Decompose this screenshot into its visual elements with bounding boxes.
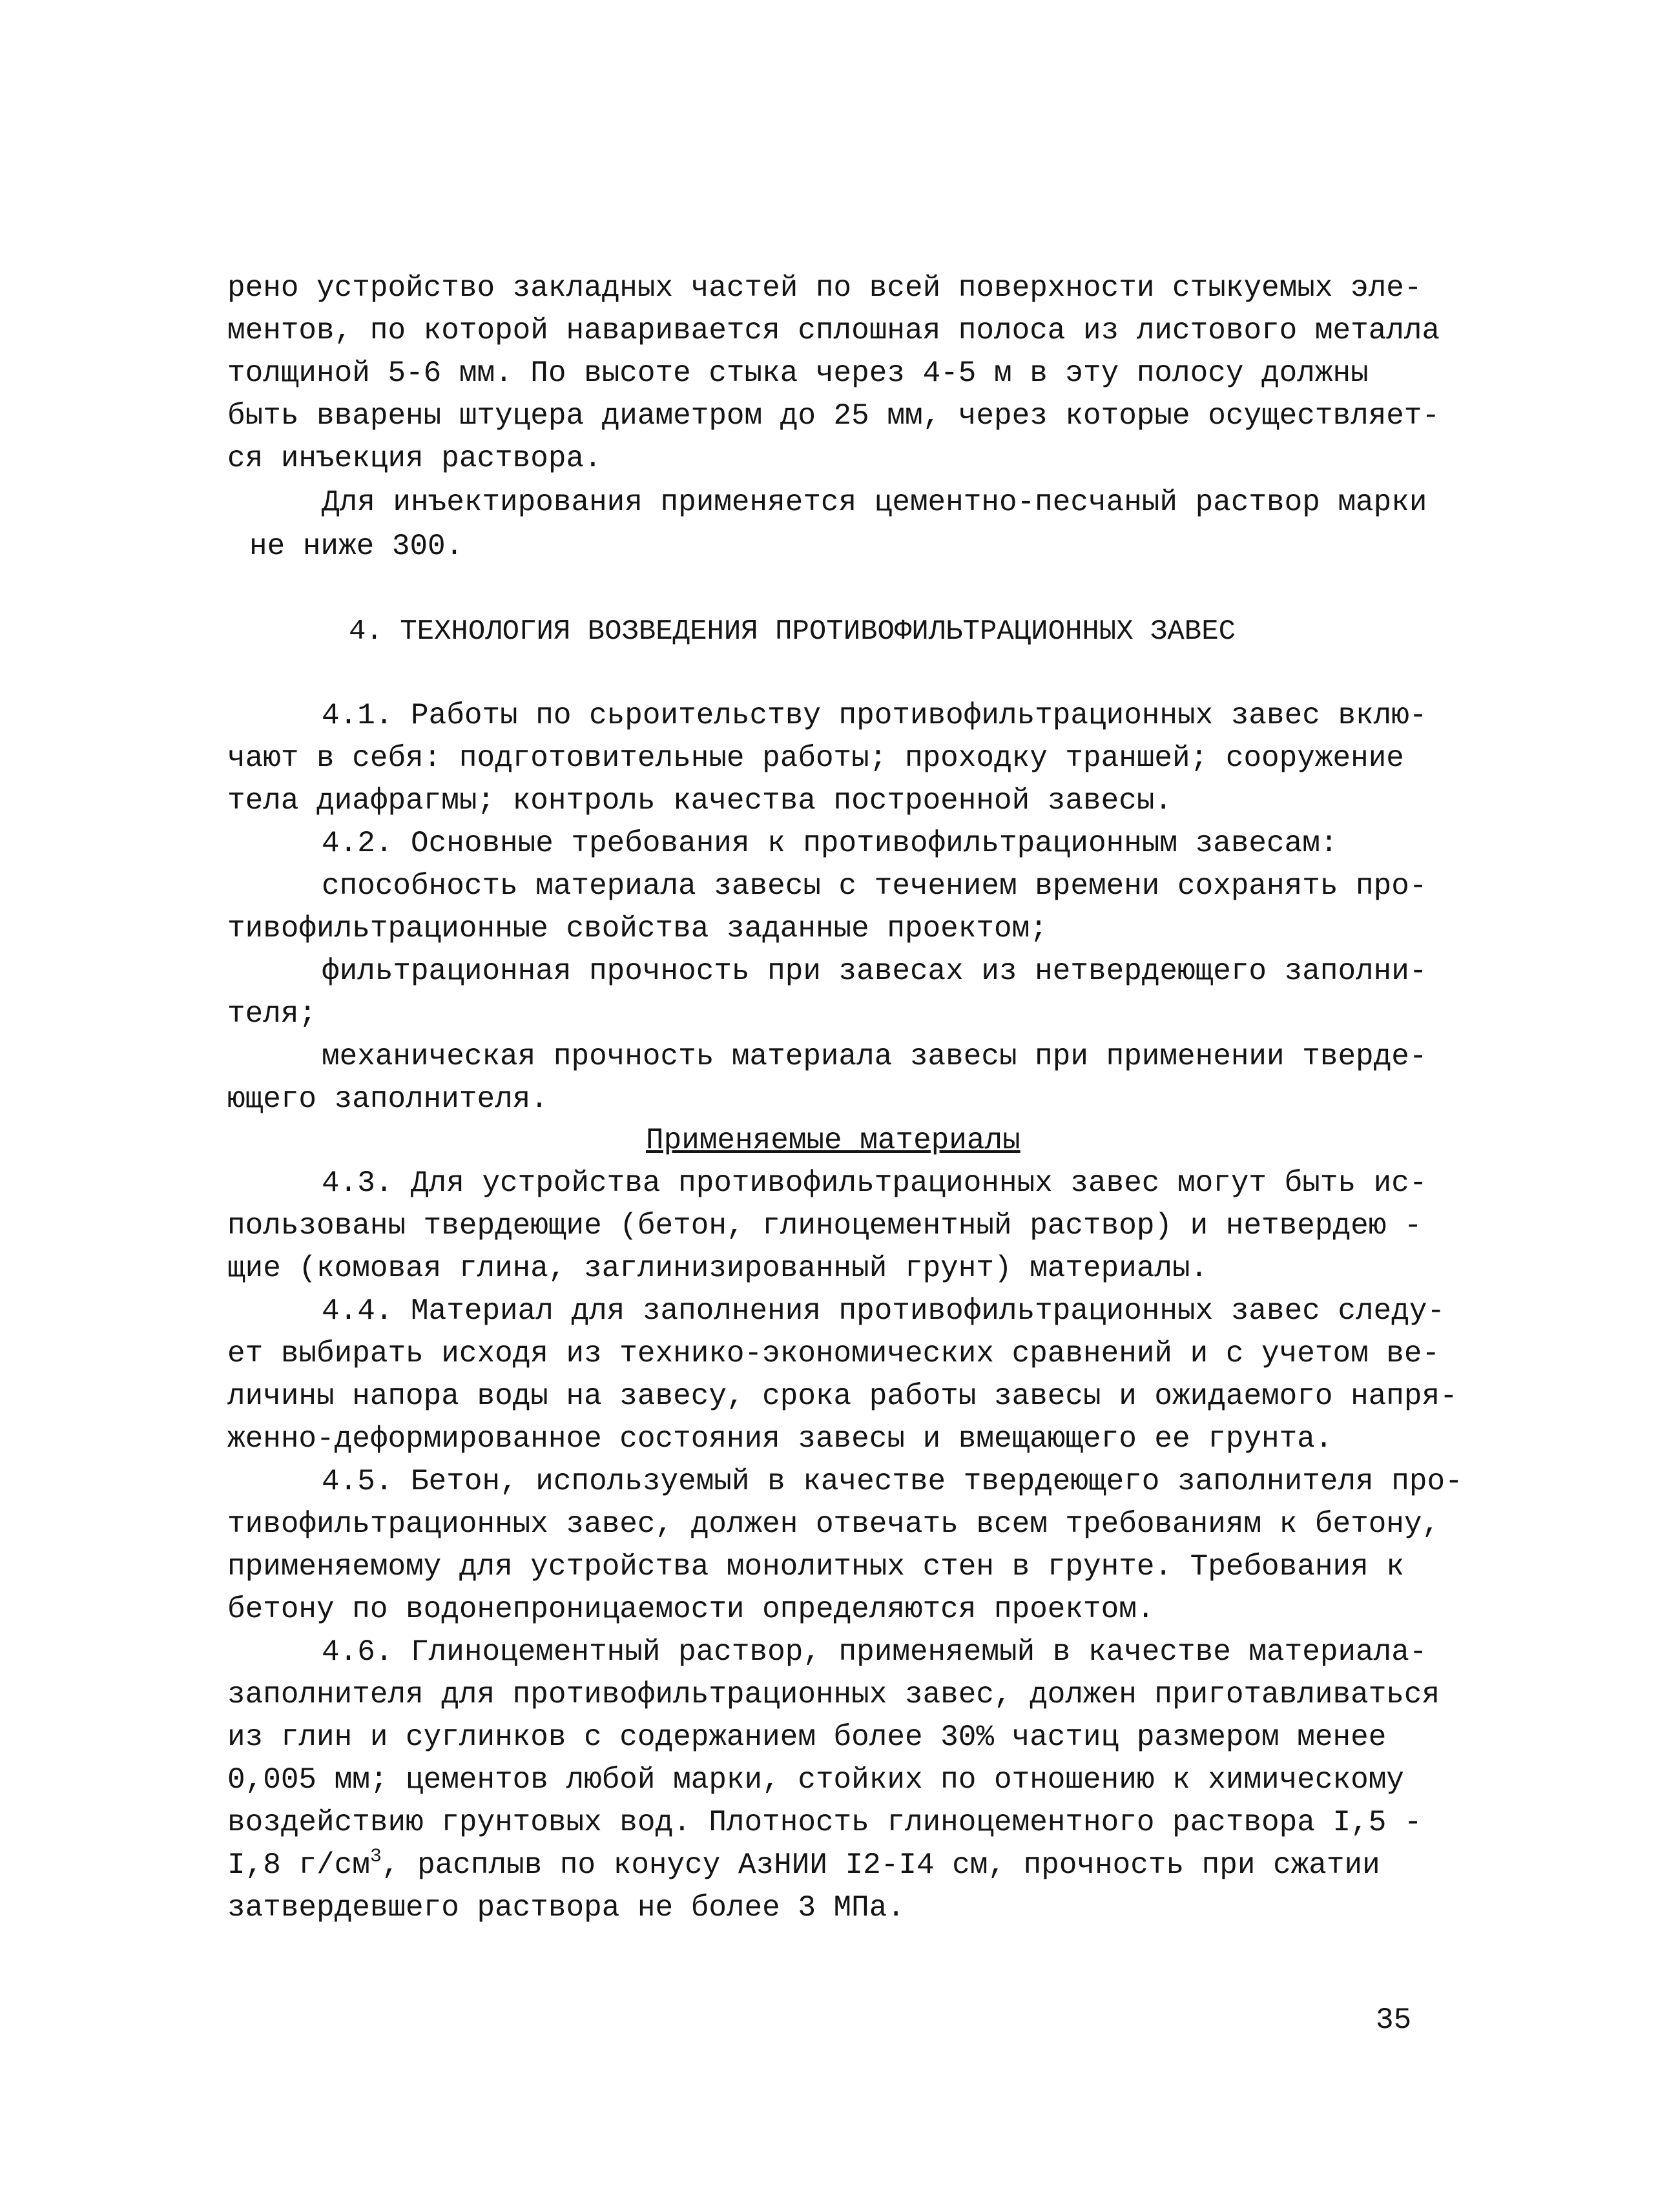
subheading: Применяемые материалы: [646, 1124, 1020, 1157]
text-line: способность материала завесы с течением времени сохранять про-: [322, 869, 1427, 903]
text-line: затвердевшего раствора не более 3 МПа.: [227, 1891, 905, 1925]
text-line: тивофильтрационные свойства заданные проектом;: [227, 912, 1048, 946]
text-line: чают в себя: подготовительные работы; проходку траншей; сооружение: [227, 741, 1404, 775]
text-line: 0,005 мм; цементов любой марки, стойких по отношению к химическому: [227, 1763, 1404, 1797]
text-line: заполнителя для противофильтрационных завес, должен приготавливаться: [227, 1678, 1440, 1711]
text-line: личины напора воды на завесу, срока работы завесы и ожидаемого напря-: [227, 1380, 1458, 1413]
text-line: 4.1. Работы по сьроительству противофильтрационных завес вклю-: [322, 699, 1427, 732]
text-line: тела диафрагмы; контроль качества построенной завесы.: [227, 784, 1173, 818]
text-line: толщиной 5-6 мм. По высоте стыка через 4-5 м в эту полосу должны: [227, 357, 1369, 390]
text-line: 4.3. Для устройства противофильтрационных завес могут быть ис-: [322, 1166, 1427, 1200]
text-line: ментов, по которой наваривается сплошная полоса из листового металла: [227, 314, 1440, 347]
text-line: женно-деформированное состояния завесы и вмещающего ее грунта.: [227, 1422, 1333, 1456]
text-line: щие (комовая глина, заглинизированный грунт) материалы.: [227, 1252, 1208, 1285]
text-line: тивофильтрационных завес, должен отвечать всем требованиям к бетону,: [227, 1507, 1440, 1541]
text-line: фильтрационная прочность при завесах из нетвердеющего заполни-: [322, 955, 1427, 988]
text-line: механическая прочность материала завесы при применении тверде-: [322, 1040, 1427, 1073]
text-line: Для инъектирования применяется цементно-песчаный раствор марки: [322, 486, 1427, 519]
text-line: ся инъекция раствора.: [227, 442, 602, 475]
text-segment: I,8 г/см: [227, 1848, 370, 1882]
text-segment: , расплыв по конусу АзНИИ I2-I4 см, прочность при сжатии: [381, 1848, 1380, 1882]
text-line: не ниже 300.: [249, 530, 464, 563]
text-line: теля;: [227, 997, 317, 1031]
text-line: пользованы твердеющие (бетон, глиноцементный раствор) и нетвердею -: [227, 1209, 1422, 1243]
text-line: рено устройство закладных частей по всей поверхности стыкуемых эле-: [227, 271, 1422, 305]
superscript: 3: [369, 1846, 382, 1868]
text-line: ет выбирать исходя из технико-экономических сравнений и с учетом ве-: [227, 1337, 1440, 1370]
text-line: применяемому для устройства монолитных стен в грунте. Требования к: [227, 1550, 1404, 1584]
text-line: 4.6. Глиноцементный раствор, применяемый в качестве материала-: [322, 1635, 1427, 1669]
section-heading: 4. ТЕХНОЛОГИЯ ВОЗВЕДЕНИЯ ПРОТИВОФИЛЬТРАЦИОННЫХ ЗАВЕС: [349, 615, 1236, 648]
text-line: воздействию грунтовых вод. Плотность глиноцементного раствора I,5 -: [227, 1806, 1422, 1839]
text-line: 4.5. Бетон, используемый в качестве твердеющего заполнителя про-: [322, 1465, 1463, 1498]
text-line: 4.4. Материал для заполнения противофильтрационных завес следу-: [322, 1294, 1445, 1328]
text-line: из глин и суглинков с содержанием более 30% частиц размером менее: [227, 1721, 1387, 1754]
text-line: быть вварены штуцера диаметром до 25 мм, через которые осуществляет-: [227, 399, 1440, 433]
text-line: бетону по водонепроницаемости определяются проектом.: [227, 1593, 1155, 1626]
text-line: ющего заполнителя.: [227, 1082, 548, 1116]
page-number: 35: [1376, 2003, 1412, 2037]
text-line: 4.2. Основные требования к противофильтрационным завесам:: [322, 827, 1338, 860]
text-line: [227, 1847, 1380, 1886]
